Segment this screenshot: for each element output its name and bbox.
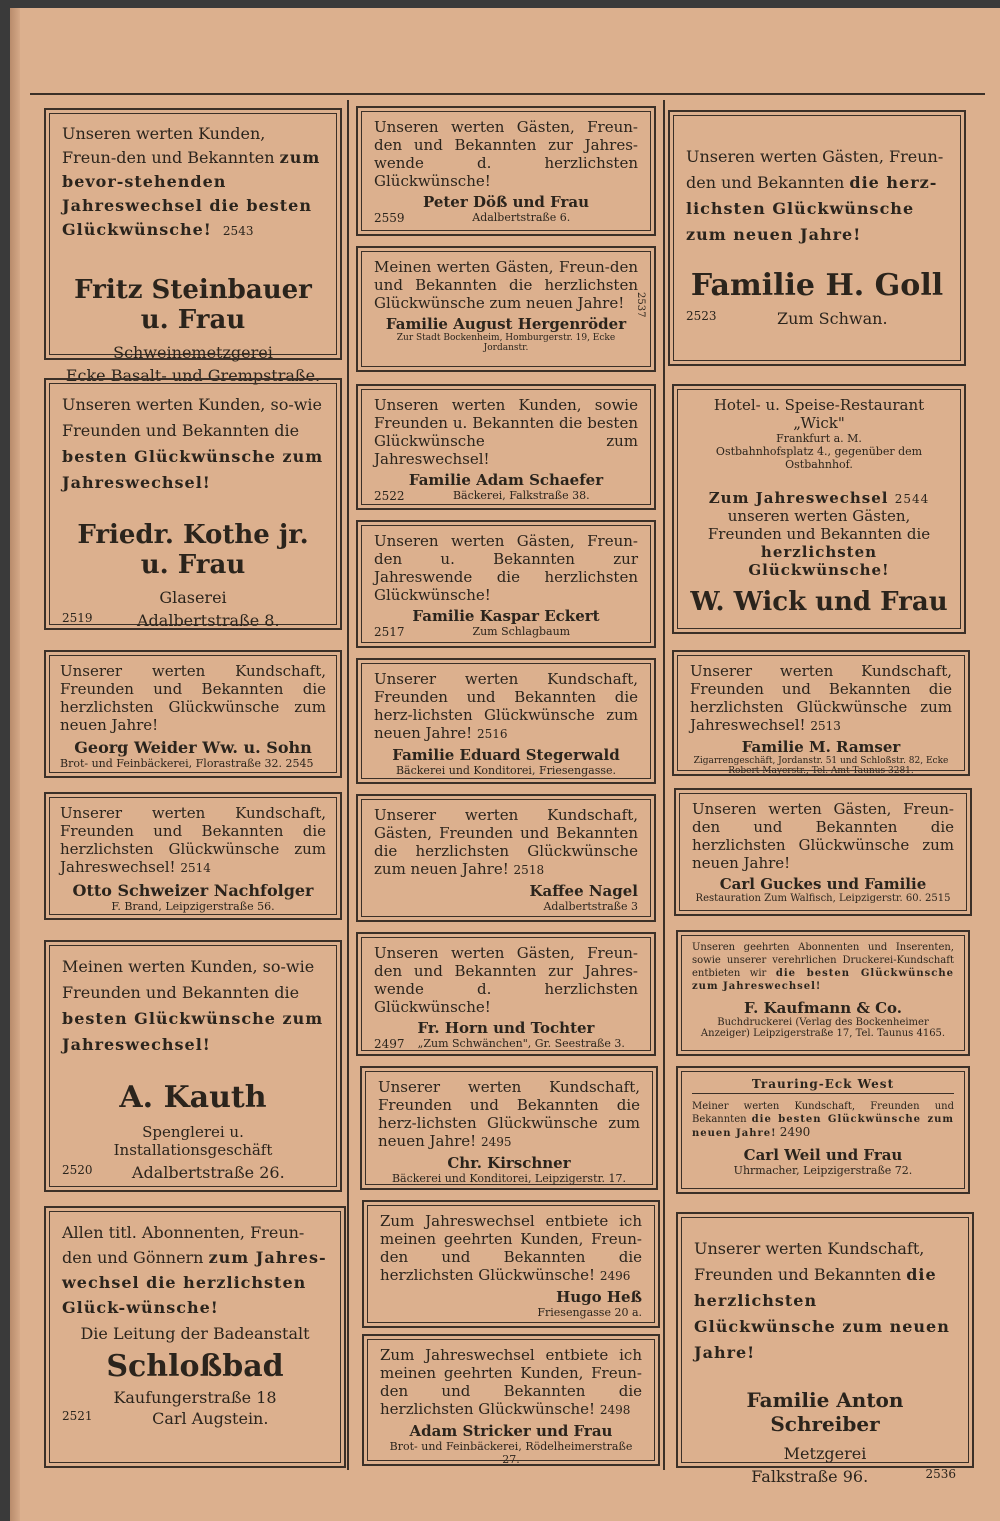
- ad-line: Carl Augstein.: [152, 1409, 269, 1428]
- ad-weider: [44, 650, 342, 778]
- ad-stegerwald: [356, 658, 656, 784]
- ad-line: Die Leitung der Badeanstalt: [80, 1324, 310, 1343]
- ad-number: 2520: [62, 1163, 93, 1177]
- ad-address: Restauration Zum Walfisch, Leipzigerstr. 60.: [695, 893, 922, 904]
- advertiser-name: Familie Anton Schreiber: [746, 1388, 904, 1436]
- ad-address: Brot- und Feinbäckerei, Florastraße 32.: [60, 757, 282, 770]
- ad-number: 2537: [635, 292, 646, 318]
- advertiser-name: Familie Kaspar Eckert: [412, 607, 600, 625]
- ad-text: Unserer werten Kundschaft, Freunden und Bekannten die herzlichsten Glückwünsche zum neuen Jahre!: [60, 662, 326, 734]
- ad-text-bold: besten Glückwünsche zum Jahreswechsel!: [62, 1009, 324, 1054]
- advertiser-name: W. Wick und Frau: [690, 587, 948, 617]
- ad-number: 2543: [222, 224, 254, 238]
- ad-schreiber: [676, 1212, 974, 1486]
- advertiser-name: A. Kauth: [119, 1080, 267, 1115]
- ad-text-bold: besten Glückwünsche zum Jahreswechsel!: [62, 447, 324, 492]
- ad-text: Unseren werten Kunden, sowie Freunden u. Bekannten die besten Glückwünsche zum Jahreswechsel!: [374, 396, 638, 468]
- ad-text-bold: die herz-lichsten Glückwünsche zum neuen Jahre!: [686, 173, 938, 244]
- ad-text: Zum Jahreswechsel entbiete ich meinen geehrten Kunden, Freun-den und Bekannten die herzlichsten Glückwünsche!: [380, 1346, 642, 1418]
- advertiser-name: Carl Weil und Frau: [743, 1146, 903, 1164]
- ad-line: Metzgerei: [783, 1444, 867, 1463]
- advertiser-name: Familie H. Goll: [690, 268, 944, 303]
- ad-schlossbad: [44, 1206, 346, 1468]
- ad-number: 2496: [599, 1269, 631, 1283]
- ad-address: Bäckerei und Konditorei, Friesengasse.: [395, 764, 617, 777]
- ad-text-bold: die besten Glückwünsche zum neuen Jahre!: [692, 1114, 954, 1139]
- ad-number: 2522: [374, 489, 405, 503]
- ad-text-bold: zum bevor-stehenden Jahreswechsel die besten Glückwünsche!: [62, 148, 321, 239]
- ad-stricker: [362, 1334, 660, 1466]
- ad-weil: [676, 1066, 970, 1194]
- ad-text: Unseren werten Kunden, Freun-den und Bekannten: [62, 124, 275, 167]
- ad-number: 2490: [779, 1125, 811, 1139]
- top-rule: [30, 93, 985, 95]
- ad-number: 2518: [513, 863, 545, 877]
- ad-text: Unseren werten Gästen, Freun-den und Bekannten die herzlichsten Glückwünsche zum neuen Jahre!: [692, 800, 954, 872]
- hotel-address: Ostbahnhofsplatz 4., gegenüber dem Ostbahnhof.: [715, 445, 923, 471]
- advertiser-name: Schloßbad: [106, 1349, 284, 1384]
- ad-number: 2559: [374, 211, 405, 225]
- ad-line: Adalbertstraße 8.: [136, 611, 280, 630]
- ad-number: 2497: [374, 1037, 405, 1051]
- ad-text: Unserer werten Kundschaft, Freunden und Bekannten die herz-lichsten Glückwünsche zum neuen Jahre!: [374, 670, 638, 742]
- ad-hess: [362, 1200, 660, 1328]
- ad-text: Unseren werten Gästen, Freun-den und Bekannten zur Jahres-wende d. herzlichsten Glückwünsche!: [374, 118, 638, 190]
- ad-eckert: [356, 520, 656, 648]
- ad-wick: [672, 384, 966, 634]
- advertiser-name: F. Kaufmann & Co.: [744, 999, 902, 1017]
- advertiser-name: Peter Döß und Frau: [422, 193, 590, 211]
- ad-text: Unseren geehrten Abonnenten und Inserenten, sowie unserer verehrlichen Druckerei-Kundschaft entbieten wir: [692, 942, 954, 979]
- advertiser-name: Otto Schweizer Nachfolger: [72, 881, 314, 900]
- ad-schweizer: [44, 792, 342, 920]
- advertiser-name: Familie Eduard Stegerwald: [392, 746, 620, 764]
- advertiser-name: Familie August Hergenröder: [385, 315, 627, 333]
- ad-ramser: [672, 650, 970, 776]
- ad-goll: [668, 110, 966, 366]
- advertiser-name: Hugo Heß: [556, 1288, 642, 1306]
- ad-number: 2545: [285, 757, 314, 770]
- advertiser-name: Adam Stricker und Frau: [409, 1422, 613, 1440]
- advertiser-name: Kaffee Nagel: [529, 882, 638, 900]
- ad-line: Kaufungerstraße 18: [113, 1388, 277, 1407]
- ad-line: Zum Schwan.: [777, 309, 888, 328]
- ad-steinbauer: [44, 108, 342, 385]
- ad-text: Zum Jahreswechsel entbiete ich meinen geehrten Kunden, Freun-den und Bekannten die herzlichsten Glückwünsche!: [380, 1212, 642, 1284]
- ad-number: 2515: [924, 893, 951, 904]
- ad-number: 2544: [894, 492, 930, 506]
- ad-number: 2498: [599, 1403, 631, 1417]
- ad-line: Spenglerei u. Installationsgeschäft: [113, 1123, 273, 1159]
- advertiser-name: Fritz Steinbauer u. Frau: [74, 275, 312, 335]
- ad-number: 2519: [62, 611, 93, 625]
- ad-text: Unseren werten Gästen, Freun-den u. Bekannten zur Jahreswende die herzlichsten Glückwünsche!: [374, 532, 638, 604]
- ad-address: Buchdruckerei (Verlag des Bockenheimer Anzeiger) Leipzigerstraße 17, Tel. Taunus 4165.: [700, 1017, 946, 1039]
- ad-text: Unserer werten Kundschaft, Freunden und Bekannten die herzlichsten Glückwünsche zum Jahreswechsel!: [690, 662, 952, 734]
- ad-text: Meinen werten Gästen, Freun-den und Bekannten die herzlichsten Glückwünsche zum neuen Jahre!: [374, 258, 638, 312]
- ad-text: Unserer werten Kundschaft, Freunden und Bekannten die herzlichsten Glückwünsche zum Jahreswechsel!: [60, 804, 326, 876]
- advertiser-name: Carl Guckes und Familie: [719, 875, 927, 893]
- ad-kauth: [44, 940, 342, 1192]
- ad-line: Adalbertstraße 26.: [131, 1163, 285, 1182]
- advertiser-name: Fr. Horn und Tochter: [417, 1019, 595, 1037]
- ad-number: 2514: [180, 861, 211, 875]
- ad-address: Adalbertstraße 6.: [472, 211, 571, 224]
- ad-address: Zigarrengeschäft, Jordanstr. 51 und Schloßstr. 82, Ecke Robert Mayerstr., Tel. Amt Taunus 3281.: [693, 756, 949, 776]
- advertiser-name: Friedr. Kothe jr. u. Frau: [77, 520, 309, 580]
- ad-address: Zum Schlagbaum: [472, 625, 571, 638]
- ad-text-bold: die herzlichsten Glückwünsche zum neuen Jahre!: [694, 1265, 950, 1362]
- ad-text: Allen titl. Abonnenten, Freun-den und Gönnern: [62, 1223, 305, 1267]
- ad-address: Friesengasse 20 a.: [537, 1306, 642, 1319]
- ad-text: Meinen werten Kunden, so-wie Freunden und Bekannten die: [62, 957, 315, 1002]
- ad-kirschner: [360, 1066, 658, 1190]
- ad-address: F. Brand, Leipzigerstraße 56.: [111, 900, 275, 913]
- ad-text: unseren werten Gästen, Freunden und Bekannten die: [707, 507, 931, 543]
- ad-line: Glaserei: [159, 588, 227, 607]
- ad-line: Schweinemetzgerei: [113, 343, 273, 362]
- ad-number: 2517: [374, 625, 405, 639]
- ad-number: 2521: [62, 1409, 93, 1423]
- ad-text-bold: zum Jahres-wechsel die herzlichsten Glück-wünsche!: [62, 1248, 327, 1317]
- advertiser-name: Familie M. Ramser: [741, 738, 901, 756]
- ad-text: Unseren werten Kunden, so-wie Freunden und Bekannten die: [62, 395, 323, 440]
- ad-doess: [356, 106, 656, 236]
- column-rule-2: [663, 100, 665, 1470]
- ad-address: Bäckerei und Konditorei, Leipzigerstr. 17.: [391, 1172, 627, 1185]
- ad-number: 2513: [810, 719, 841, 733]
- ad-address: Brot- und Feinbäckerei, Rödelheimerstraße 27.: [389, 1440, 633, 1466]
- ad-horn: [356, 932, 656, 1056]
- ad-text-bold: herzlichsten Glückwünsche!: [748, 543, 890, 579]
- ad-line: Ecke Basalt- und Grempstraße.: [65, 366, 321, 385]
- ad-address: Bäckerei, Falkstraße 38.: [452, 489, 590, 502]
- ad-nagel: [356, 794, 656, 922]
- hotel-title: Hotel- u. Speise-Restaurant „Wick": [713, 396, 925, 432]
- ad-text: Meiner werten Kundschaft, Freunden und Bekannten: [692, 1101, 954, 1125]
- ad-schaefer: [356, 384, 656, 510]
- ad-address: Uhrmacher, Leipzigerstraße 72.: [733, 1164, 913, 1177]
- advertiser-name: Familie Adam Schaefer: [408, 471, 604, 489]
- ad-text: Unserer werten Kundschaft, Freunden und Bekannten die herz-lichsten Glückwünsche zum neuen Jahre!: [378, 1078, 640, 1150]
- ad-text: Unseren werten Gästen, Freun-den und Bekannten zur Jahres-wende d. herzlichsten Glückwünsche!: [374, 944, 638, 1016]
- ad-text: Unserer werten Kundschaft, Freunden und Bekannten: [694, 1239, 925, 1284]
- ad-kothe: [44, 378, 342, 630]
- ad-kaufmann: [676, 930, 970, 1056]
- ad-hergenroeder: [356, 246, 656, 372]
- ad-number: 2495: [480, 1135, 512, 1149]
- ad-guckes: [674, 788, 972, 916]
- advertiser-name: Chr. Kirschner: [447, 1154, 571, 1172]
- ad-address: Zur Stadt Bockenheim, Homburgerstr. 19, Ecke Jordanstr.: [396, 333, 616, 353]
- ad-number: 2523: [686, 309, 717, 323]
- ad-number: 2516: [476, 727, 508, 741]
- shop-title: Trauring-Eck West: [692, 1077, 954, 1094]
- ad-text: Unseren werten Gästen, Freun-den und Bekannten: [686, 147, 944, 192]
- ad-text-bold: Zum Jahreswechsel: [708, 489, 889, 507]
- ad-address: Adalbertstraße 3: [543, 900, 638, 913]
- advertiser-name: Georg Weider Ww. u. Sohn: [74, 738, 312, 757]
- column-rule-1: [347, 100, 349, 1470]
- ad-text-bold: die besten Glückwünsche zum Jahreswechsel!: [692, 968, 954, 992]
- ad-address: „Zum Schwänchen", Gr. Seestraße 3.: [417, 1037, 625, 1050]
- binding-edge: [10, 8, 20, 1521]
- ad-text: Unserer werten Kundschaft, Gästen, Freunden und Bekannten die herzlichsten Glückwünsche zum neuen Jahre!: [374, 806, 638, 878]
- hotel-city: Frankfurt a. M.: [776, 432, 862, 445]
- ad-number: 2536: [925, 1467, 956, 1481]
- ad-line: Falkstraße 96.: [751, 1467, 869, 1486]
